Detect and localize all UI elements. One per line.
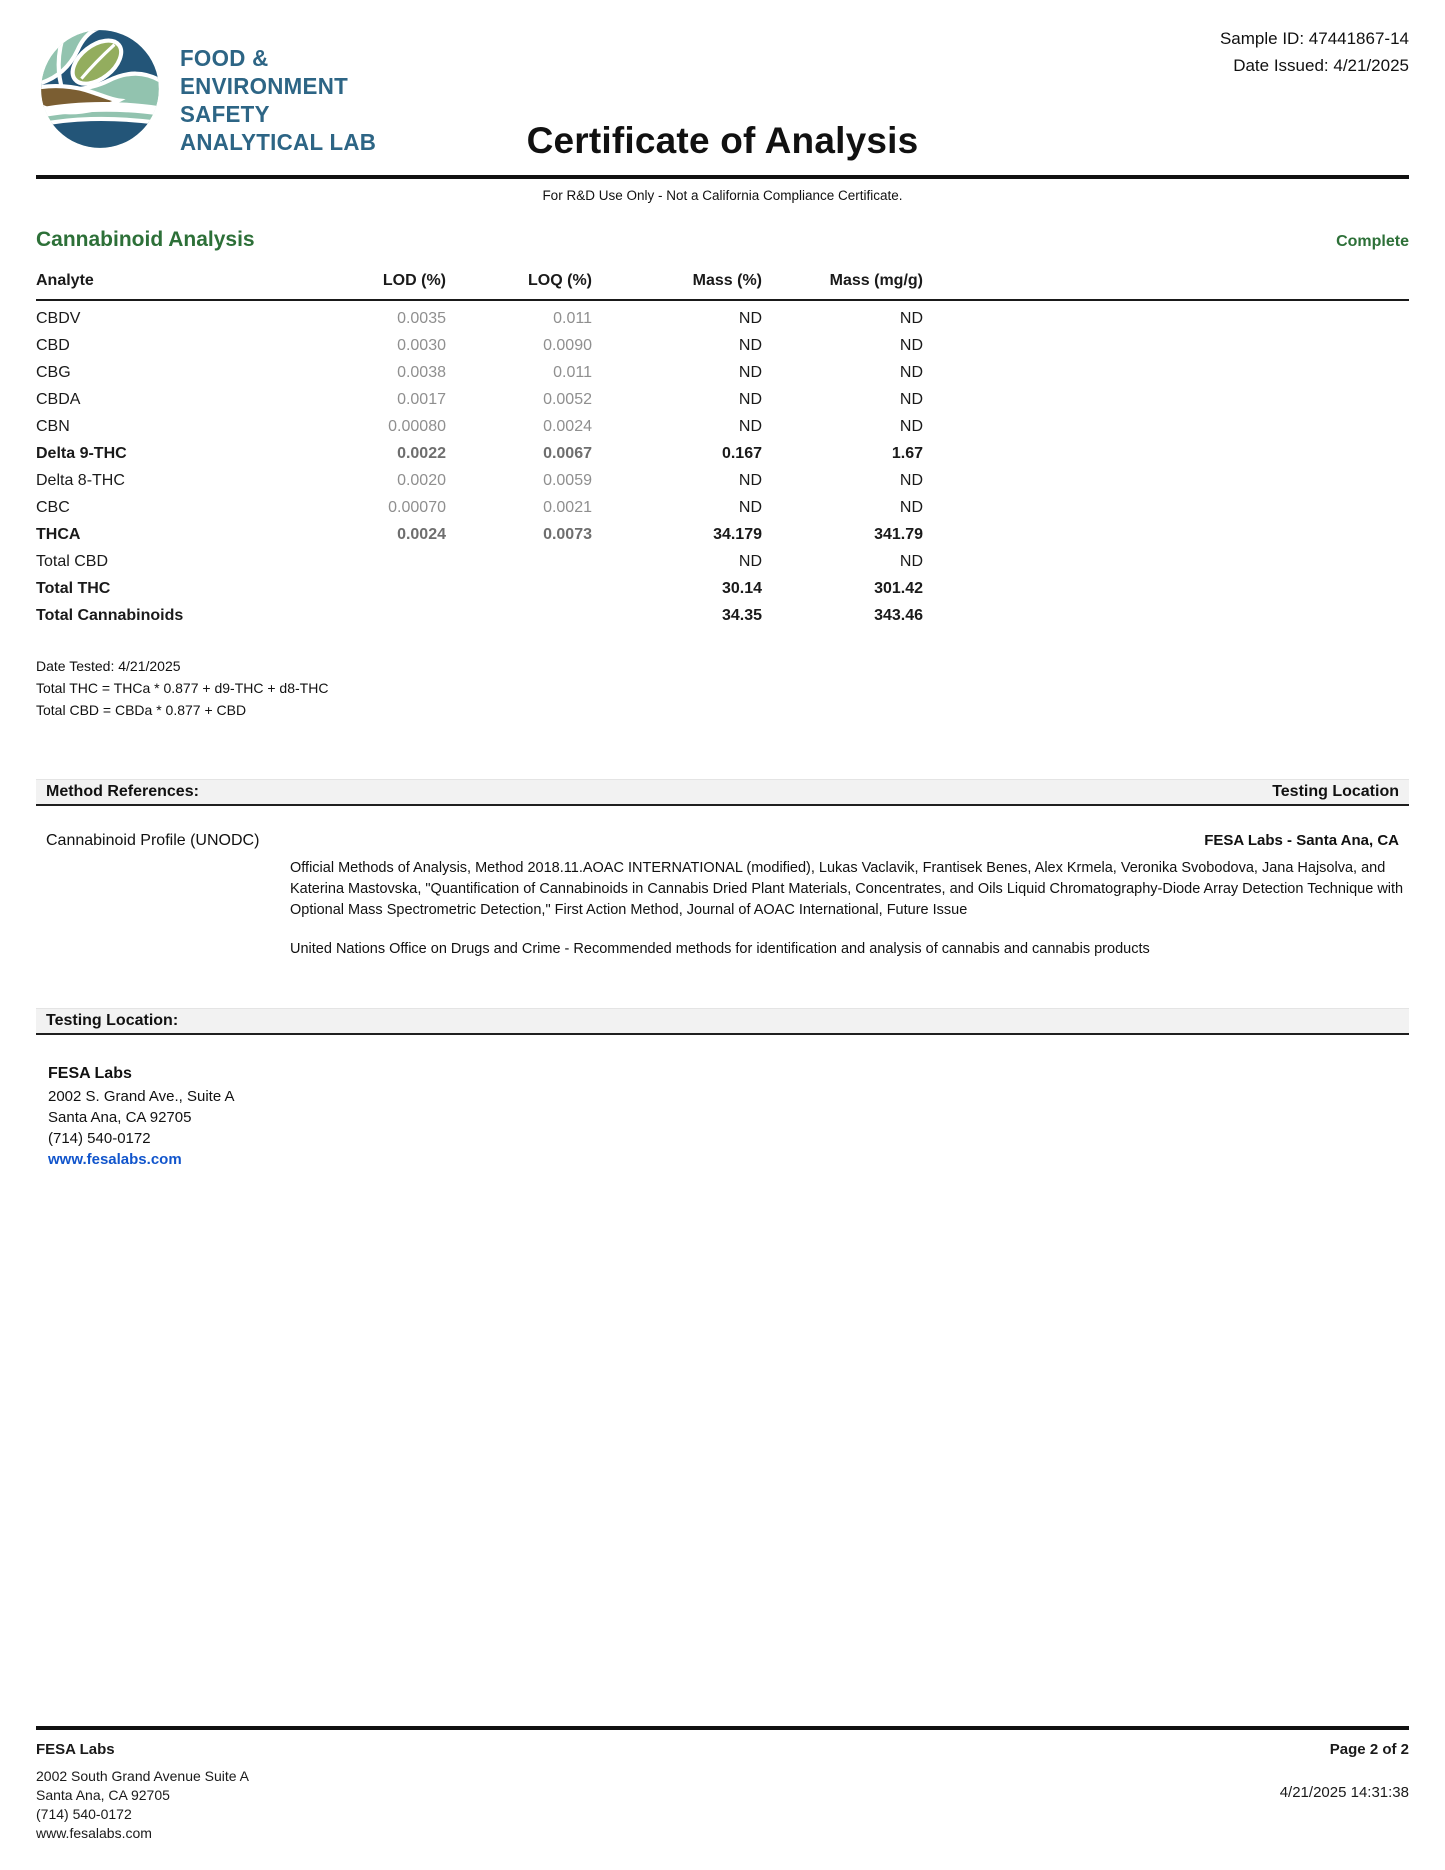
mass-pct-cell: 30.14 — [721, 579, 762, 597]
testing-location-column-heading: Testing Location — [1272, 783, 1399, 800]
table-row — [36, 359, 1409, 386]
loq-cell: 0.011 — [553, 309, 592, 327]
col-analyte: Analyte — [36, 272, 94, 289]
mass-pct-cell: ND — [738, 336, 762, 354]
testing-location-heading: Testing Location: — [46, 1012, 179, 1029]
mass-bar-cell — [923, 337, 1409, 354]
lod-cell: 0.00080 — [388, 417, 446, 435]
lod-cell: 0.0022 — [397, 444, 446, 462]
lod-cell: 0.00070 — [388, 498, 446, 516]
table-body — [36, 301, 1409, 629]
logo-line-1: FOOD & — [180, 45, 269, 71]
loq-cell: 0.0067 — [543, 444, 592, 462]
header — [0, 0, 1445, 210]
profile-label: Cannabinoid Profile (UNODC) — [46, 832, 260, 849]
table-row — [36, 575, 1409, 602]
table-row — [36, 305, 1409, 332]
note-total-cbd-formula: Total CBD = CBDa * 0.877 + CBD — [36, 702, 247, 718]
mass-bar-cell — [923, 445, 1409, 462]
lod-cell: 0.0030 — [397, 336, 446, 354]
footer-address-line-2: Santa Ana, CA 92705 — [36, 1787, 170, 1803]
table-row — [36, 521, 1409, 548]
mass-mg-cell: ND — [899, 552, 923, 570]
profile-testing-location: FESA Labs - Santa Ana, CA — [1204, 832, 1399, 849]
analyte-cell: CBC — [36, 498, 70, 516]
analyte-cell: CBD — [36, 336, 70, 354]
mass-pct-cell: ND — [738, 471, 762, 489]
analyte-cell: CBN — [36, 417, 70, 435]
table-row — [36, 386, 1409, 413]
header-rule — [36, 175, 1409, 179]
footer-website: www.fesalabs.com — [36, 1825, 152, 1841]
col-lod: LOD (%) — [382, 272, 446, 289]
note-total-thc-formula: Total THC = THCa * 0.877 + d9-THC + d8-THC — [36, 680, 329, 696]
mass-pct-cell: 0.167 — [721, 444, 762, 462]
col-mass-mg: Mass (mg/g) — [829, 272, 923, 289]
table-row — [36, 548, 1409, 575]
mass-mg-cell: ND — [899, 309, 923, 327]
lab-phone: (714) 540-0172 — [48, 1130, 151, 1147]
mass-mg-cell: 343.46 — [874, 606, 923, 624]
analyte-cell: Total Cannabinoids — [36, 606, 184, 624]
footer-left — [36, 1741, 249, 1843]
method-reference-text — [290, 858, 1409, 960]
mass-mg-cell: 341.79 — [874, 525, 923, 543]
testing-location-band — [36, 1008, 1409, 1035]
mass-bar-cell — [923, 526, 1409, 543]
section-title: Cannabinoid Analysis — [36, 228, 255, 251]
mass-bar-cell — [923, 418, 1409, 435]
mass-pct-cell: ND — [738, 390, 762, 408]
table-row — [36, 332, 1409, 359]
mass-pct-cell: 34.35 — [721, 606, 762, 624]
mass-bar-cell — [923, 580, 1409, 597]
table-row — [36, 440, 1409, 467]
lab-website-link[interactable]: www.fesalabs.com — [48, 1151, 182, 1168]
mass-bar-cell — [923, 472, 1409, 489]
lab-address-line-2: Santa Ana, CA 92705 — [48, 1109, 192, 1126]
sample-meta — [1220, 25, 1409, 79]
footer-address-line-1: 2002 South Grand Avenue Suite A — [36, 1768, 250, 1784]
testing-location-block — [48, 1063, 1409, 1170]
table-notes — [36, 655, 1409, 721]
table-row — [36, 413, 1409, 440]
document-subtitle: For R&D Use Only - Not a California Compliance Certificate. — [542, 188, 903, 203]
analyte-cell: Delta 9-THC — [36, 444, 127, 462]
mass-mg-cell: 1.67 — [891, 444, 923, 462]
document-title: Certificate of Analysis — [526, 120, 919, 161]
method-paragraph-unodc: United Nations Office on Drugs and Crime - Recommended methods for identification and analysis of cannabis and cannabis products — [290, 941, 1150, 957]
loq-cell: 0.0090 — [543, 336, 592, 354]
mass-pct-cell: ND — [738, 498, 762, 516]
footer-address — [36, 1767, 249, 1843]
loq-cell: 0.011 — [553, 363, 592, 381]
table-row — [36, 467, 1409, 494]
footer-rule — [36, 1726, 1409, 1730]
mass-pct-cell: 34.179 — [713, 525, 762, 543]
analyte-cell: THCA — [36, 525, 81, 543]
page-footer — [0, 1726, 1445, 1843]
footer-row — [36, 1741, 1409, 1843]
mass-mg-cell: ND — [899, 471, 923, 489]
lod-cell: 0.0038 — [397, 363, 446, 381]
col-mass-pct: Mass (%) — [692, 272, 762, 289]
table-header-row — [36, 272, 1409, 301]
loq-cell: 0.0021 — [543, 498, 592, 516]
table-row — [36, 602, 1409, 629]
loq-cell: 0.0024 — [543, 417, 592, 435]
table-row — [36, 494, 1409, 521]
method-references-band — [36, 779, 1409, 806]
lod-cell: 0.0017 — [397, 390, 446, 408]
logo-line-3: SAFETY — [180, 101, 270, 127]
loq-cell: 0.0059 — [543, 471, 592, 489]
analysis-section-head — [36, 228, 1409, 252]
loq-cell: 0.0052 — [543, 390, 592, 408]
analyte-cell: Total THC — [36, 579, 111, 597]
mass-bar-cell — [923, 499, 1409, 516]
note-date-tested: Date Tested: 4/21/2025 — [36, 658, 181, 674]
lod-cell: 0.0020 — [397, 471, 446, 489]
footer-lab-name: FESA Labs — [36, 1741, 115, 1758]
print-timestamp: 4/21/2025 14:31:38 — [1279, 1784, 1409, 1801]
mass-bar-cell — [923, 553, 1409, 570]
method-references-heading: Method References: — [46, 783, 199, 800]
col-loq: LOQ (%) — [528, 272, 592, 289]
lod-cell: 0.0024 — [397, 525, 446, 543]
lab-name: FESA Labs — [48, 1065, 132, 1082]
mass-mg-cell: 301.42 — [874, 579, 923, 597]
mass-mg-cell: ND — [899, 417, 923, 435]
mass-pct-cell: ND — [738, 363, 762, 381]
mass-mg-cell: ND — [899, 363, 923, 381]
mass-bar-cell — [923, 364, 1409, 381]
method-profile-row — [46, 832, 1399, 850]
mass-pct-cell: ND — [738, 552, 762, 570]
logo-line-2: ENVIRONMENT — [180, 73, 349, 99]
mass-mg-cell: ND — [899, 498, 923, 516]
status-badge: Complete — [1336, 233, 1409, 250]
mass-pct-cell: ND — [738, 417, 762, 435]
mass-bar-cell — [923, 310, 1409, 327]
mass-bar-cell — [923, 391, 1409, 408]
footer-phone: (714) 540-0172 — [36, 1806, 132, 1822]
analyte-cell: CBDV — [36, 309, 81, 327]
logo-line-4: ANALYTICAL LAB — [180, 129, 377, 155]
mass-mg-cell: ND — [899, 390, 923, 408]
analyte-cell: CBG — [36, 363, 71, 381]
mass-pct-cell: ND — [738, 309, 762, 327]
mass-mg-cell: ND — [899, 336, 923, 354]
mass-bar-cell — [923, 607, 1409, 624]
analyte-cell: Total CBD — [36, 552, 109, 570]
loq-cell: 0.0073 — [543, 525, 592, 543]
lod-cell: 0.0035 — [397, 309, 446, 327]
date-issued: Date Issued: 4/21/2025 — [1233, 56, 1409, 75]
page-number: Page 2 of 2 — [1329, 1741, 1409, 1758]
method-paragraph-aoac: Official Methods of Analysis, Method 2018.11.AOAC INTERNATIONAL (modified), Lukas Vaclavik, Frantisek Benes, Alex Krmela, Veronika Svobodova, Jana Hajsolva, and Katerina Mastovska, "Quantification of Cannabinoids in Cannabis Dried Plant Materials, Concentrates, and Oils Liquid Chromatography-Diode Array Detection Technique with Optional Mass Spectrometric Detection," First Action Method, Journal of AOAC International, Future Issue — [290, 860, 1404, 918]
analyte-cell: CBDA — [36, 390, 81, 408]
lab-address-line-1: 2002 S. Grand Ave., Suite A — [48, 1088, 235, 1105]
analyte-cell: Delta 8-THC — [36, 471, 125, 489]
sample-id: Sample ID: 47441867-14 — [1219, 29, 1409, 48]
cannabinoid-table — [36, 272, 1409, 629]
footer-right — [1280, 1741, 1409, 1843]
